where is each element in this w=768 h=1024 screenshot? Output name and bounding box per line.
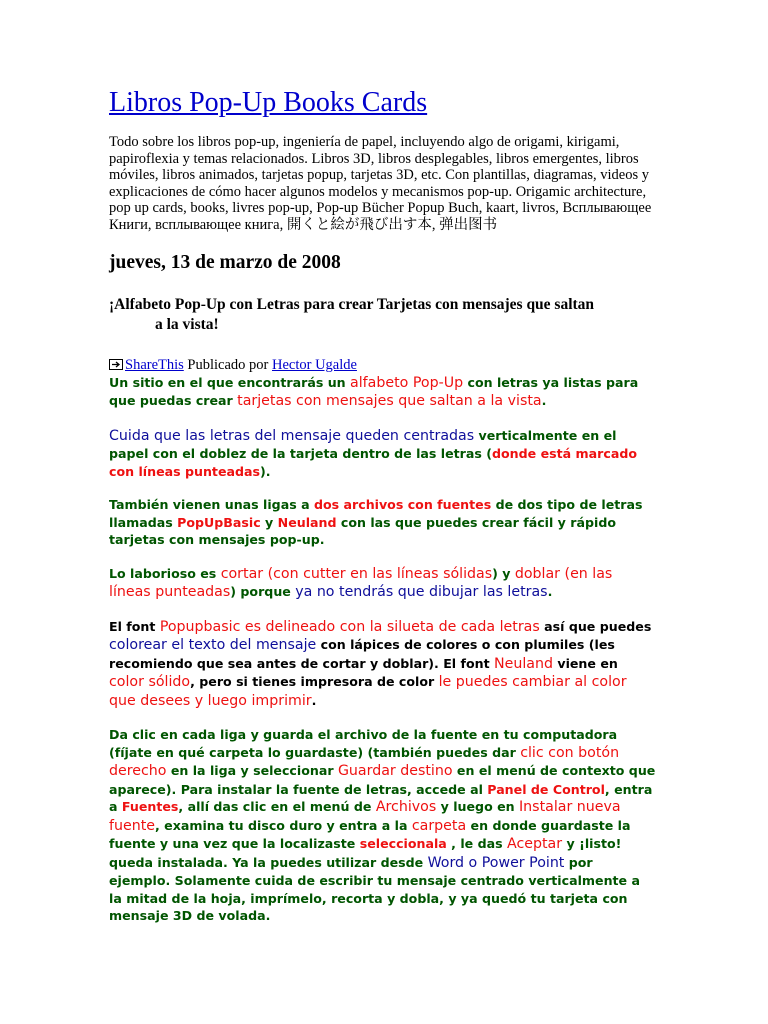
text-segment: carpeta <box>411 817 467 834</box>
text-segment: PopUpBasic <box>177 514 261 530</box>
text-segment: color sólido <box>109 674 191 691</box>
text-segment: con lápices de colores o con plumiles (les recomiendo que sea antes de cortar y doblar). El font <box>109 637 615 671</box>
text-segment: Da clic en cada liga y guarda el archivo de la fuente en tu computadora (fíjate en qué carpeta lo guardaste) (también puedes dar <box>109 727 618 760</box>
text-segment: , examina tu disco duro y entra a la <box>155 817 412 833</box>
text-segment: le puedes cambiar al color que desees y luego imprimir <box>109 674 627 709</box>
blog-title-link[interactable]: Libros Pop-Up Books Cards <box>109 87 428 118</box>
blog-title <box>109 0 657 120</box>
text-segment: viene en <box>552 655 618 671</box>
text-segment: Archivos <box>375 799 437 816</box>
text-segment: Neuland <box>277 514 337 530</box>
post-title-line1: ¡Alfabeto Pop-Up con Letras para crear Tarjetas con mensajes que saltan <box>109 295 595 313</box>
text-segment: y luego en <box>436 799 519 815</box>
text-segment: . <box>547 584 553 600</box>
post-paragraph <box>109 618 657 711</box>
text-segment: tarjetas con mensajes que saltan a la vista <box>237 393 542 410</box>
text-segment: ) porque <box>230 584 296 600</box>
text-segment: ) y <box>492 565 515 581</box>
text-segment: Fuentes <box>121 799 179 815</box>
text-segment: clic con botón derecho <box>109 744 620 780</box>
sharethis-link[interactable]: ShareThis <box>125 356 184 373</box>
text-segment: También vienen unas ligas a <box>109 497 314 513</box>
text-segment: . <box>311 692 317 708</box>
text-segment: Un sitio en el que encontrarás un <box>109 374 351 390</box>
post-paragraph <box>109 496 657 549</box>
text-segment: , pero si tienes impresora de color <box>190 674 439 690</box>
text-segment: colorear el texto del mensaje <box>109 637 317 654</box>
text-segment: Cuida que las letras del mensaje queden centradas <box>109 427 475 444</box>
text-segment: dos archivos con fuentes <box>313 497 492 513</box>
post-paragraph <box>109 565 657 602</box>
text-segment: Word o Power Point <box>427 854 565 871</box>
text-segment: por ejemplo. Solamente cuida de escribir tu mensaje centrado verticalmente a la mitad de la hoja, imprímelo, recorta y dobla, y ya quedó tu tarjeta con mensaje 3D de volada. <box>109 854 640 924</box>
text-segment: en donde guardaste la fuente y una vez que la localizaste <box>109 817 631 852</box>
text-segment: , le das <box>446 836 507 852</box>
post-title <box>109 295 639 335</box>
text-segment: Lo laborioso es <box>109 565 221 581</box>
post-paragraph <box>109 374 657 411</box>
text-segment: y ¡listo! queda instalada. Ya la puedes utilizar desde <box>109 836 622 870</box>
post-paragraph <box>109 726 657 925</box>
text-segment: donde está marcado con líneas punteadas <box>109 446 637 479</box>
text-segment: en el menú de contexto que aparece). Para instalar la fuente de letras, accede al <box>109 763 656 797</box>
post-title-line2: a la vista! <box>155 315 219 333</box>
post-body <box>109 374 657 925</box>
text-segment: así que puedes <box>539 618 652 634</box>
text-segment: ). <box>260 463 271 479</box>
text-segment: El font <box>109 618 160 634</box>
text-segment: ya no tendrás que dibujar las letras <box>295 584 548 601</box>
text-segment: en la liga y seleccionar <box>166 763 338 779</box>
text-segment: Popupbasic es delineado con la silueta de cada letras <box>159 618 540 635</box>
text-segment: alfabeto Pop-Up <box>350 374 464 391</box>
post-byline <box>109 357 657 374</box>
text-segment: y <box>260 514 278 530</box>
share-arrow-icon[interactable] <box>109 358 123 369</box>
text-segment: , allí das clic en el menú de <box>178 799 376 815</box>
text-segment: Instalar nueva fuente <box>109 799 621 834</box>
blog-description: Todo sobre los libros pop-up, ingeniería de papel, incluyendo algo de origami, kirigami, papiroflexia y temas relacionados. Libros 3D, libros desplegables, libros emergentes, libros móviles, libros animados, tarjetas popup, tarjetas 3D, etc. Con plantillas, diagramas, videos y explicaciones de cómo hacer algunos modelos y mecanismos pop-up. Origamic architecture, pop up cards, books, livres pop-up, Pop-up Bücher Popup Buch, kaart, livros, Всплывающее Книги, всплывающее книга, 開くと絵が飛び出す本, 弹出图书 <box>109 134 652 233</box>
text-segment: de dos tipo de letras llamadas <box>109 497 643 530</box>
text-segment: . <box>541 393 547 409</box>
text-segment: con letras ya listas para que puedas crear <box>109 374 639 409</box>
post-date: jueves, 13 de marzo de 2008 <box>109 251 341 273</box>
text-segment: cortar (con cutter en las líneas sólidas <box>220 565 493 582</box>
text-segment: , entra a <box>109 781 653 815</box>
text-segment: verticalmente en el papel con el doblez de la tarjeta dentro de las letras ( <box>109 427 617 462</box>
text-segment: Aceptar <box>507 836 563 853</box>
post-paragraph <box>109 427 657 481</box>
author-link[interactable]: Hector Ugalde <box>272 356 357 373</box>
text-segment: seleccionala <box>359 836 447 852</box>
text-segment: Panel de Control <box>487 781 605 797</box>
text-segment: con las que puedes crear fácil y rápido tarjetas con mensajes pop-up. <box>109 514 616 548</box>
published-by-label: Publicado por <box>183 356 272 373</box>
text-segment: doblar (en las líneas punteadas <box>109 565 613 601</box>
text-segment: Neuland <box>494 655 553 672</box>
text-segment: Guardar destino <box>337 763 453 780</box>
